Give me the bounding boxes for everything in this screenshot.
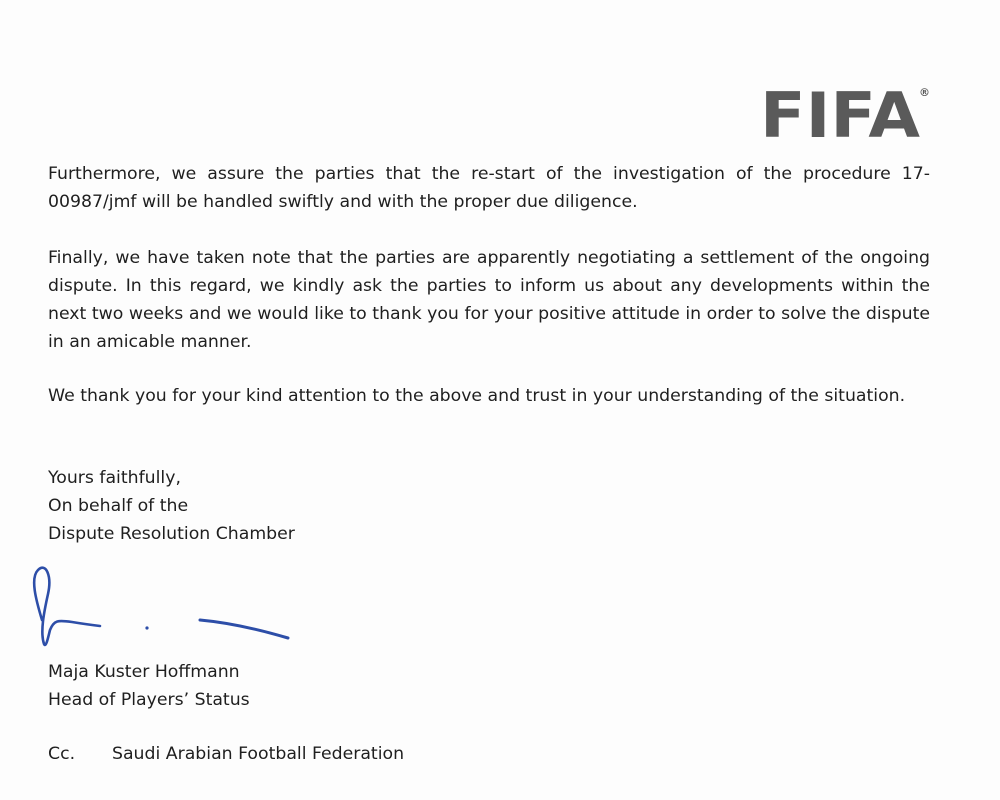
signer-name: Maja Kuster Hoffmann [48, 662, 240, 682]
handwritten-signature [22, 560, 312, 655]
paragraph-thanks: We thank you for your kind attention to the above and trust in your understanding of the situation. [48, 386, 906, 406]
signature-line-stroke [200, 620, 288, 638]
cc-line [48, 740, 404, 768]
closing-salutation: Yours faithfully, [48, 468, 181, 488]
fifa-logo [760, 82, 930, 142]
cc-label: Cc. [48, 744, 76, 764]
closing-behalf: On behalf of the [48, 496, 189, 516]
paragraph-settlement: Finally, we have taken note that the parties are apparently negotiating a settlement of the ongoing dispute. In this regard, we kindly ask the parties to inform us about any developments within the next two weeks and we would like to thank you for your positive attitude in order to solve the dispute in an amicable manner. [48, 248, 930, 352]
signature-loop-stroke [34, 568, 100, 645]
signer-title: Head of Players’ Status [48, 690, 250, 710]
closing-chamber: Dispute Resolution Chamber [48, 524, 295, 544]
cc-recipient: Saudi Arabian Football Federation [112, 744, 405, 764]
fifa-logo-text: FIFA [760, 82, 921, 142]
registered-mark: ® [919, 86, 930, 99]
signer-block [48, 658, 250, 714]
paragraph-investigation: Furthermore, we assure the parties that the re-start of the investigation of the procedure 17-00987/jmf will be handled swiftly and with the proper due diligence. [48, 164, 930, 212]
closing-block [48, 464, 295, 548]
signature-dot [145, 626, 148, 629]
